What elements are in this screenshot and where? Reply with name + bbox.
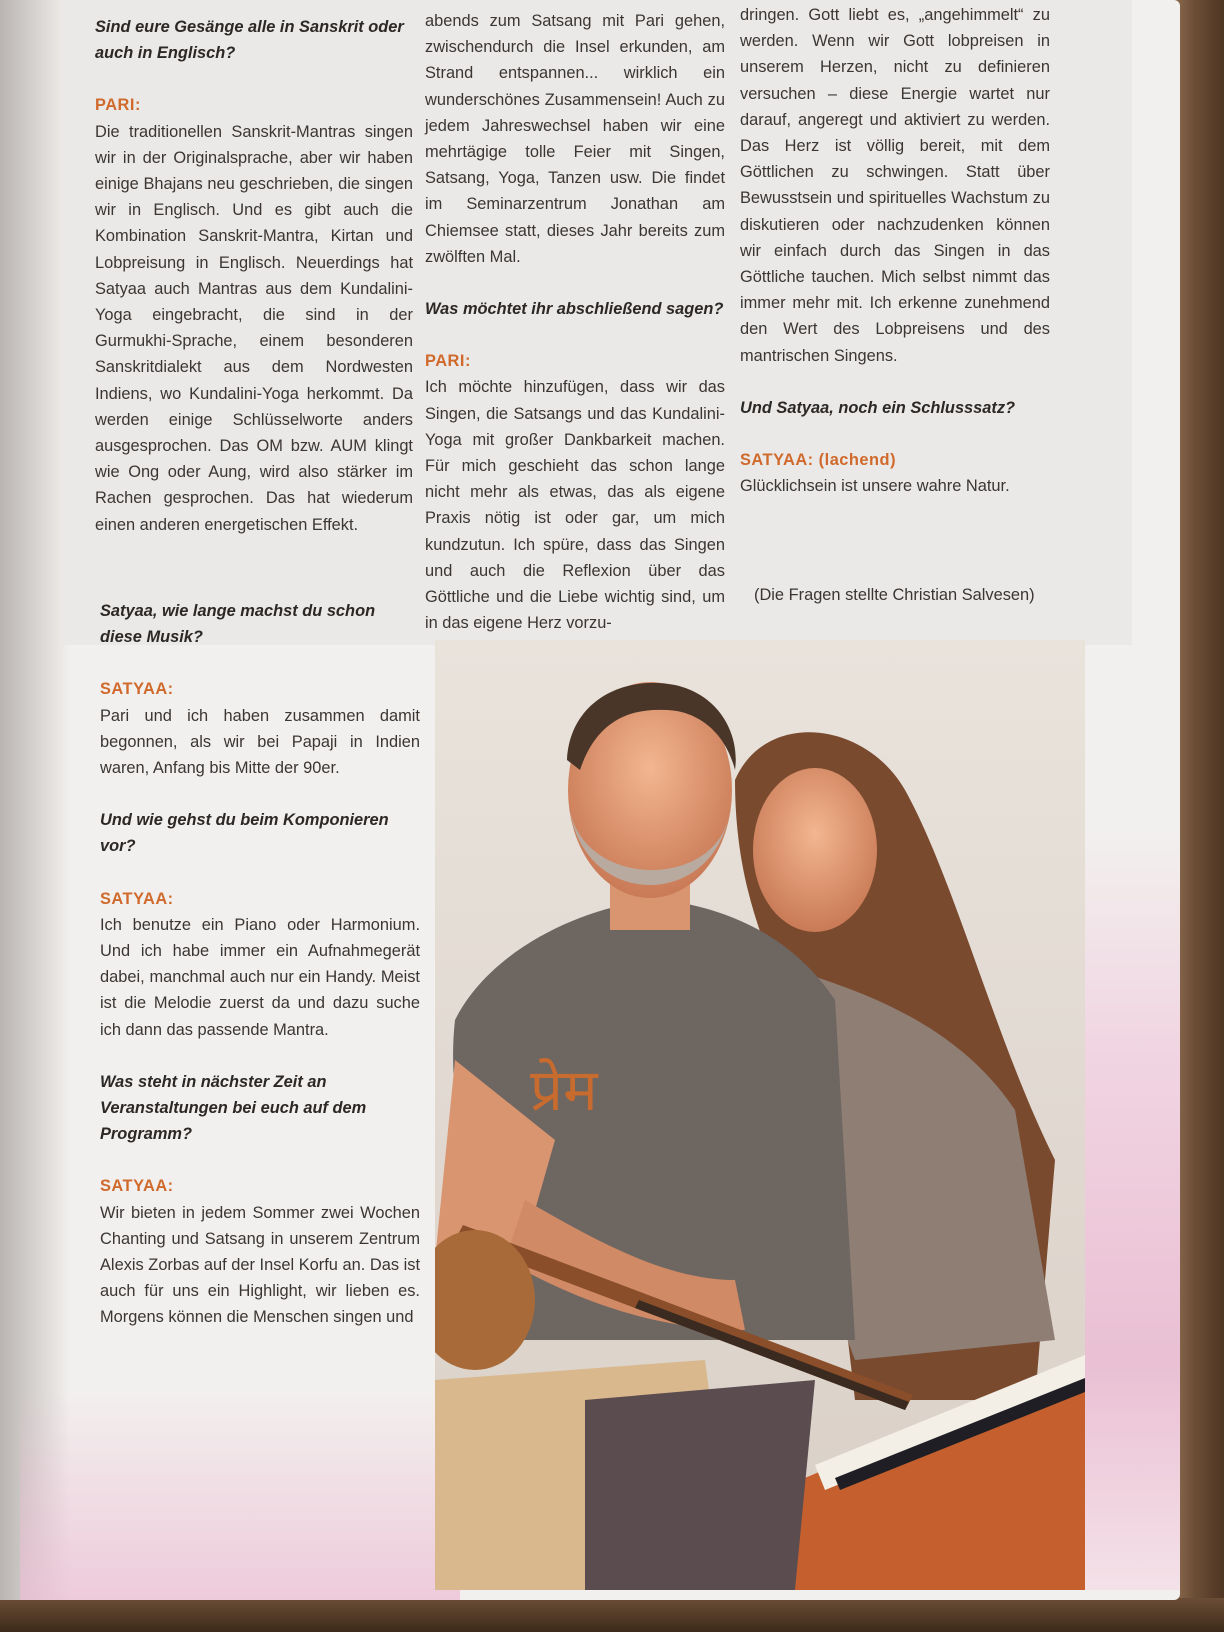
interview-answer: dringen. Gott liebt es, „angehimmelt“ zu werden. Wenn wir Gott lobpreisen in unserem Herzen, nicht zu definieren versuchen – diese Energie wartet nur darauf, angeregt und aktiviert zu werden. Das Herz ist völlig bereit, mit dem Göttlichen zu schwingen. Statt über Bewusstsein und spirituelles Wachstum zu diskutieren oder nachzudenken können wir einfach durch das Singen in das Göttliche tauchen. Mich selbst nimmt das immer mehr mit. Ich erkenne zunehmend den Wert des Lobpreisens und des mantrischen Singens. <box>740 6 1050 365</box>
interview-answer: Ich benutze ein Piano oder Harmonium. Und ich habe immer ein Aufnahmegerät dabei, manchmal auch nur ein Handy. Meist ist die Melodie zuerst da und dazu suche ich dann das passende Mantra. <box>100 915 420 1039</box>
interview-answer: Wir bieten in jedem Sommer zwei Wochen Chanting und Satsang in unserem Zentrum Alexis Zorbas auf der Insel Korfu an. Das ist auch für uns ein Highlight, wir lieben es. Morgens können die Menschen singen und <box>100 1203 420 1327</box>
interview-question: Satyaa, wie lange machst du schon diese Musik? <box>100 602 376 647</box>
interview-credit: (Die Fragen stellte Christian Salvesen) <box>754 586 1035 604</box>
text-column-4 <box>100 598 420 1357</box>
table-surface-right <box>1175 0 1224 1632</box>
interview-question: Was möchtet ihr abschließend sagen? <box>425 300 724 319</box>
speaker-label: SATYAA: <box>100 889 174 908</box>
shirt-print: प्रेम <box>530 1056 598 1124</box>
interview-answer: Pari und ich haben zusammen damit begonnen, als wir bei Papaji in Indien waren, Anfang bis Mitte der 90er. <box>100 706 420 778</box>
speaker-label: PARI: <box>425 352 471 371</box>
interview-answer: Ich möchte hinzufügen, dass wir das Singen, die Satsangs und das Kundalini-Yoga mit großer Dankbarkeit machen. Für mich geschieht das schon lange nicht mehr als etwas, das als eigene Praxis nötig ist oder gar, um mich kundzutun. Ich spüre, dass das Singen und auch die Reflexion über das Göttliche und die Liebe wichtig sind, um in das eigene Herz vorzu- <box>425 378 725 633</box>
interview-answer: Glücklichsein ist unsere wahre Natur. <box>740 477 1010 496</box>
text-column-2 <box>425 8 725 662</box>
interview-question: Was steht in nächster Zeit an Veranstaltungen bei euch auf dem Programm? <box>100 1072 367 1144</box>
interview-answer: abends zum Satsang mit Pari gehen, zwischendurch die Insel erkunden, am Strand entspannen... wirklich ein wunderschönes Zusammensein! Auch zu jedem Jahreswechsel haben wir eine mehrtägige tolle Feier mit Singen, Satsang, Yoga, Tanzen usw. Die findet im Seminarzentrum Jonathan am Chiemsee statt, dieses Jahr bereits zum zwölften Mal. <box>425 12 725 266</box>
text-column-3 <box>740 2 1050 525</box>
interview-question: Und wie gehst du beim Komponieren vor? <box>100 811 389 856</box>
couple-photo <box>435 640 1085 1590</box>
interview-question: Und Satyaa, noch ein Schlusssatz? <box>740 398 1016 417</box>
photo-illustration <box>435 640 1085 1590</box>
speaker-label: PARI: <box>95 96 141 115</box>
speaker-label: SATYAA: <box>100 680 174 699</box>
table-surface-bottom <box>0 1598 1224 1632</box>
text-column-1 <box>95 14 413 564</box>
speaker-label: SATYAA: <box>100 1177 174 1196</box>
interview-question: Sind eure Gesänge alle in Sanskrit oder auch in Englisch? <box>95 18 404 63</box>
speaker-label: SATYAA: (lachend) <box>740 451 897 470</box>
decorative-flowers-bottom <box>20 1390 460 1600</box>
page-gutter-shadow <box>0 0 70 1600</box>
interview-answer: Die traditionellen Sanskrit-Mantras singen wir in der Originalsprache, aber wir haben einige Bhajans neu geschrieben, die singen wir in Englisch. Und es gibt auch die Kombination Sanskrit-Mantra, Kirtan und Lobpreisung in Englisch. Neuerdings hat Satyaa auch Mantras aus dem Kundalini-Yoga eingebracht, die sind in der Gurmukhi-Sprache, einem besonderen Sanskritdialekt aus dem Nordwesten Indiens, wo Kundalini-Yoga herkommt. Da werden einige Schlüsselworte anders ausgesprochen. Das OM bzw. AUM klingt wie Ong oder Aung, wird also stärker im Rachen gesprochen. Das hat wiederum einen anderen energetischen Effekt. <box>95 122 413 534</box>
